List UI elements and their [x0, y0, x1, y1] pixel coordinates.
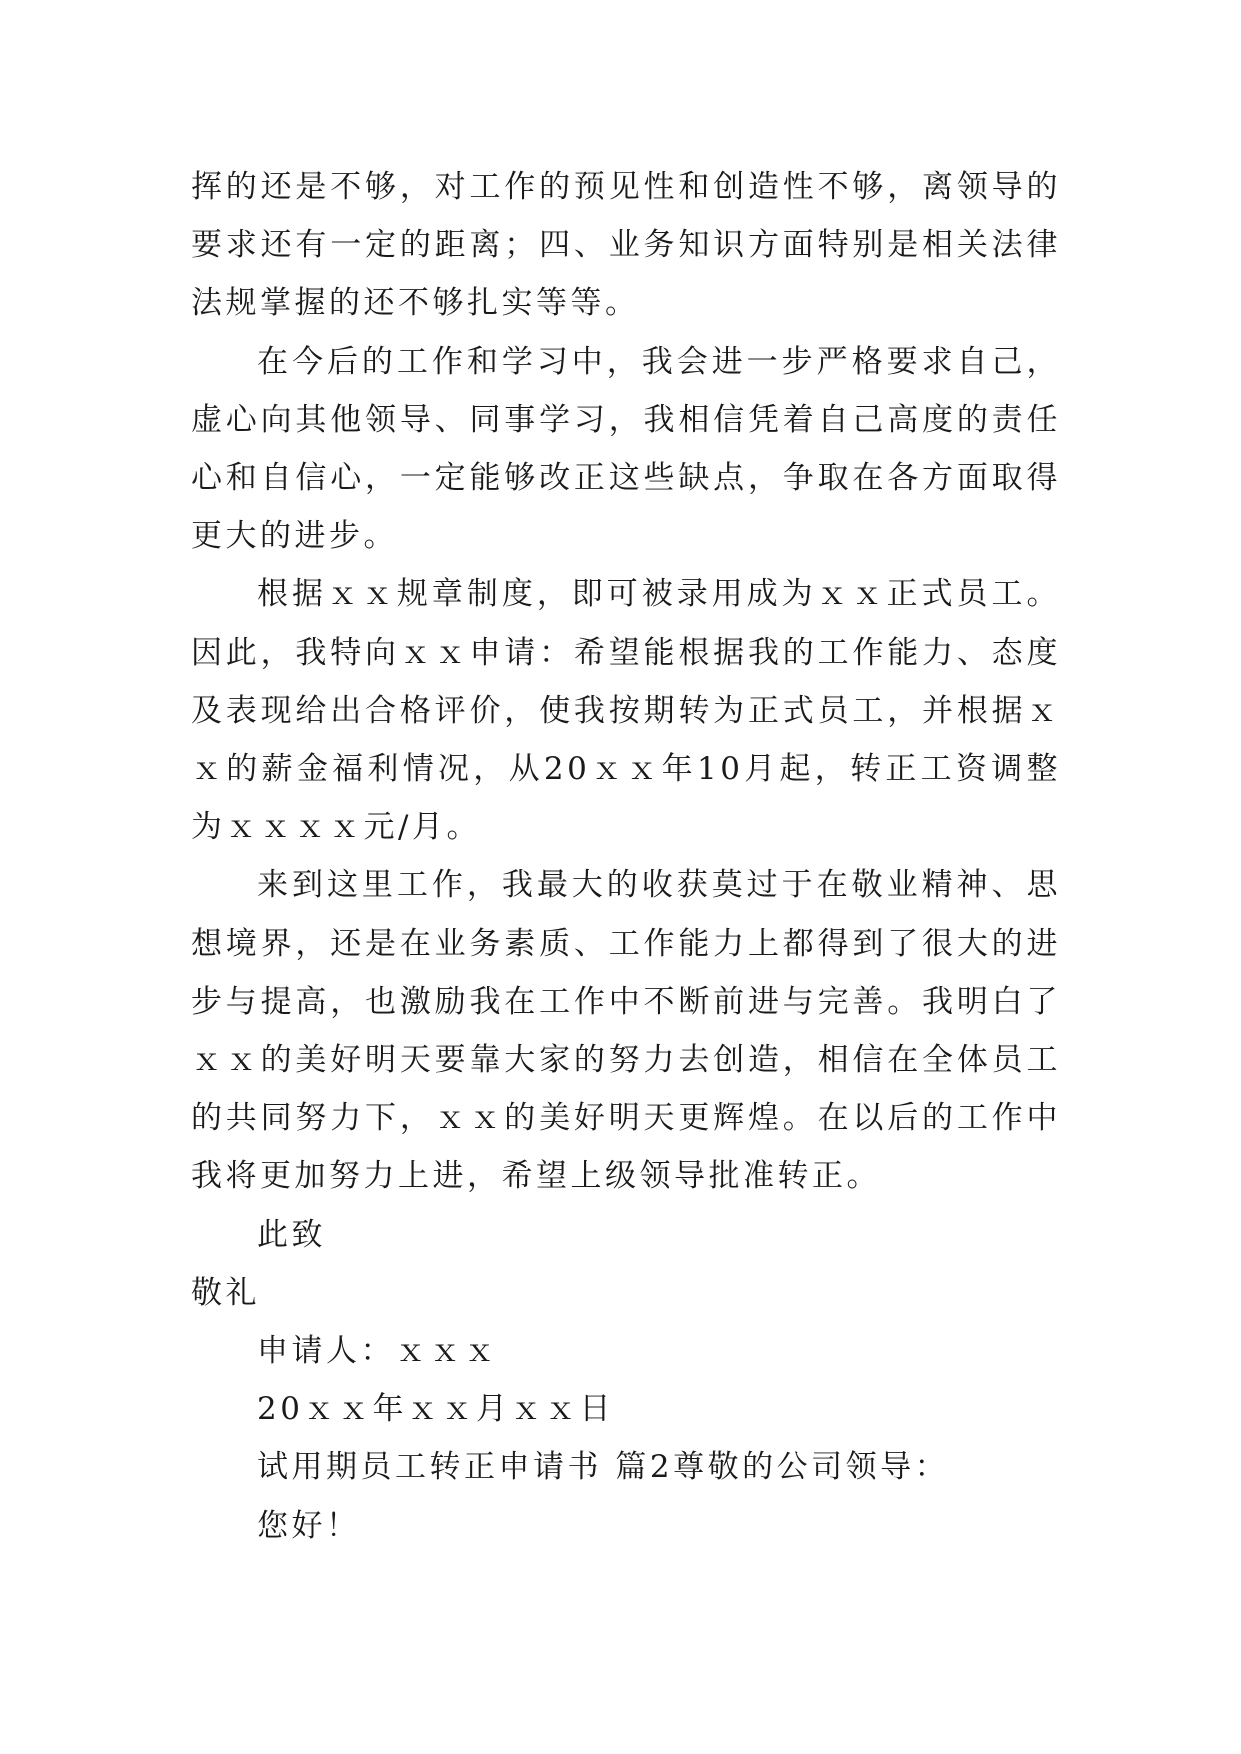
paragraph-gains: 来到这里工作，我最大的收获莫过于在敬业精神、思想境界，还是在业务素质、工作能力上都得到了很大的进步与提高，也激励我在工作中不断前进与完善。我明白了ｘｘ的美好明天要靠大家的努力去创造，相信在全体员工的共同努力下，ｘｘ的美好明天更辉煌。在以后的工作中我将更加努力上进，希望上级领导批准转正。: [191, 867, 1061, 1195]
paragraph-future-work: 在今后的工作和学习中，我会进一步严格要求自己，虚心向其他领导、同事学习，我相信凭着自己高度的责任心和自信心，一定能够改正这些缺点，争取在各方面取得更大的进步。: [191, 343, 1061, 555]
closing-phrase: 此致: [257, 1216, 326, 1253]
salutation: 敬礼: [191, 1274, 260, 1311]
applicant-signature: 申请人：ｘｘｘ: [257, 1333, 499, 1370]
document-body: [191, 158, 1061, 1555]
paragraph-application-request: 根据ｘｘ规章制度，即可被录用成为ｘｘ正式员工。因此，我特向ｘｘ申请：希望能根据我的工作能力、态度及表现给出合格评价，使我按期转为正式员工，并根据ｘｘ的薪金福利情况，从20ｘｘ年10月起，转正工资调整为ｘｘｘｘ元/月。: [191, 576, 1061, 846]
application-date: 20ｘｘ年ｘｘ月ｘｘ日: [257, 1391, 614, 1428]
next-letter-heading: 试用期员工转正申请书 篇2尊敬的公司领导：: [257, 1449, 950, 1486]
paragraph-continued: 挥的还是不够，对工作的预见性和创造性不够，离领导的要求还有一定的距离；四、业务知识方面特别是相关法律法规掌握的还不够扎实等等。: [191, 169, 1061, 322]
greeting: 您好！: [257, 1507, 361, 1544]
